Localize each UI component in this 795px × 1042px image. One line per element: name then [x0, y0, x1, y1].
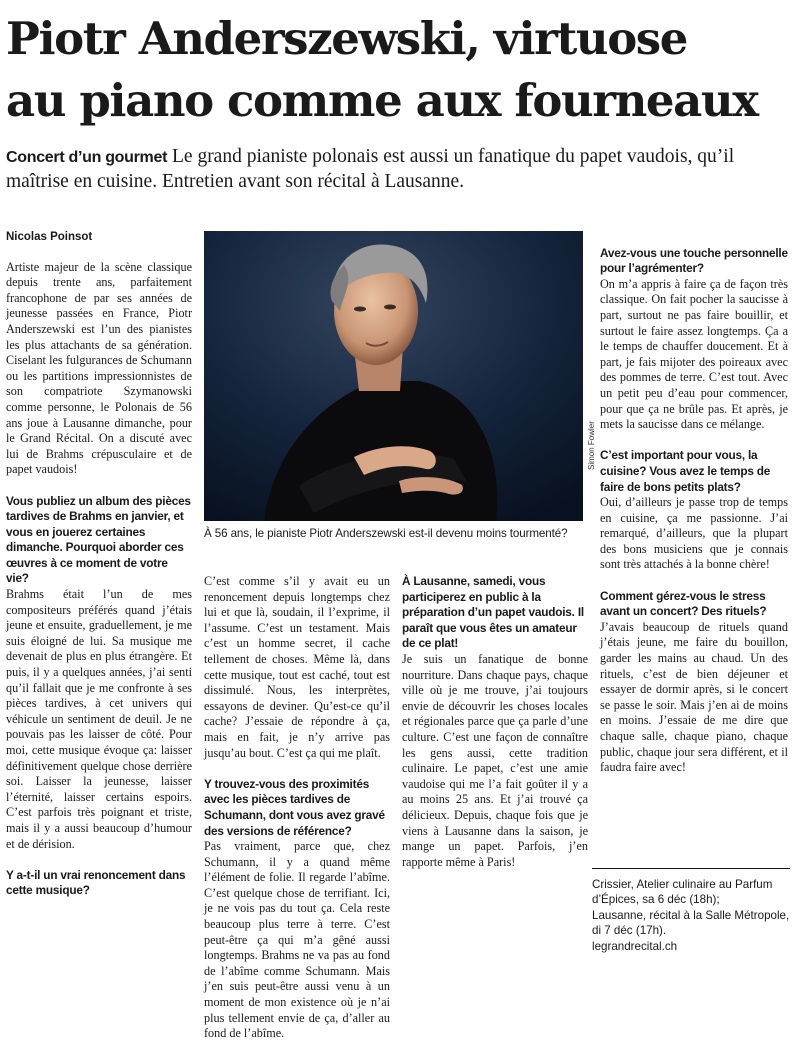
intro-paragraph: Artiste majeur de la scène classique depuis trente ans, parfaitement francophone de par ses années de jeunesse passées en France, Piotr Anderszewski est l’un des pianistes les plus attachants de sa génération. Ciselant les fulgurances de Schumann ou les partitions impressionnistes de son compatriote Szymanowski comme personne, le Polonais de 56 ans joue à Lausanne dimanche, pour le Grand Récital. On a discuté avec lui de Brahms crépusculaire et de papet vaudois!: [6, 259, 192, 477]
answer-1: Brahms était l’un de mes compositeurs préférés quand j’étais jeune et ensuite, graduellement, je me suis éloigné de lui. Sa musique me devenait de plus en plus étrangère. Et puis, il y a quelques années, j’ai senti qu’il fallait que je me confronte à ses pièces tardives, à cet univers qui véhicule un sentiment de deuil. Je ne pouvais pas les laisser de côté. Pour moi, cette musique évoque ça: laisser définitivement quelque chose derrière soi. Laisser la jeunesse, laisser l’éternité, laisser certains espoirs. C’est parfois très poignant et triste, mais il y a aussi beaucoup d’humour et de dérision.: [6, 587, 192, 851]
question-5: Avez-vous une touche personnelle pour l’agrémenter?: [600, 245, 788, 276]
question-2: Y a-t-il un vrai renoncement dans cette musique?: [6, 867, 186, 898]
event-info-lausanne: Lausanne, récital à la Salle Métropole, di 7 déc (17h).: [592, 908, 790, 938]
question-6: C’est important pour vous, la cuisine? Vous avez le temps de faire de bons petits plats?: [600, 448, 771, 494]
column-2: [204, 574, 390, 1042]
question-1: Vous publiez un album des pièces tardives de Brahms en janvier, et vous en jouerez certaines dimanche. Pourquoi aborder ces œuvres à ce moment de votre vie?: [6, 493, 191, 586]
column-4: [600, 230, 788, 776]
answer-2: C’est comme s’il y avait eu un renoncement depuis longtemps chez lui et que là, soudain, il l’exprime, il l’assume. C’est un testament. Mais c’est un homme secret, il cache tellement de choses. Même là, dans cette musique, tout est caché, tout est dissimulé. Nous, les interprètes, essayons de deviner. Qu’est-ce qu’il cache? J’essaie de répondre à ça, mais en fait, je n’y arrive pas jusqu’au bout. C’est ça qui me plaît.: [204, 574, 390, 760]
question-4: À Lausanne, samedi, vous participerez en public à la préparation d’un papet vaudois. Il paraît que vous êtes un amateur de ce plat!: [402, 574, 584, 651]
byline: Nicolas Poinsot: [6, 231, 93, 243]
answer-5: On m’a appris à faire ça de façon très classique. On fait pocher la saucisse à part, surtout ne pas faire bouillir, et surtout le faire assez longtemps. Ça a le temps de chauffer doucement. Et à part, je fais mijoter des poireaux avec des pommes de terre. C’est tout. Avec un petit peu d’eau pour commencer, pour que ça ne brûle pas. Et après, je mets la saucisse dans ce mélange.: [600, 276, 788, 432]
column-3: [402, 574, 588, 870]
answer-7: J’avais beaucoup de rituels quand j’étais jeune, me faire du bouillon, garder les mains au chaud. Un des rituels, c’est de bien déjeuner et essayer de dormir après, si le concert se passe le soir. Mais j’en ai de moins en moins. J’essaie de me dire que chaque salle, chaque piano, chaque public, chaque jour sera différent, et il faudra faire avec!: [600, 619, 788, 775]
headline-line2: au piano comme aux fourneaux: [6, 74, 758, 127]
question-7: Comment gérez-vous le stress avant un concert? Des rituels?: [600, 588, 767, 619]
answer-3: Pas vraiment, parce que, chez Schumann, il y a quand même l’élément de folie. Il regarde l’abîme. C’est quelque chose de terrifiant. Ici, je ne vois pas du tout ça. Cela reste beaucoup plus terre à terre. C’est peut-être ça qui m’a gêné aussi longtemps. Brahms ne va pas au fond de l’abîme comme Schumann. Mais j’en suis peut-être aussi venu à un moment de mon existence où je n’ai plus tellement envie de ça, d’aller au fond de l’abîme.: [204, 839, 390, 1041]
headline-line1: Piotr Anderszewski, virtuose: [6, 12, 687, 65]
answer-6: Oui, d’ailleurs je passe trop de temps en cuisine, ça me passionne. J’ai remarqué, d’ailleurs, que la plupart des bons musiciens que je connais sont très attachés à la bonne chère!: [600, 495, 788, 572]
answer-4: Je suis un fanatique de bonne nourriture. Dans chaque pays, chaque ville où je me trouve, j’ai toujours envie de découvrir les choses locales et régionales parce que ça parle d’une culture. C’est une façon de connaître les gens aussi, cette tradition culinaire. Le papet, c’est une amie vaudoise qui me l’a fait goûter il y a au moins 25 ans. Et j’ai trouvé ça délicieux. Depuis, chaque fois que je viens à Lausanne dans la saison, je mange un papet. Parfois, j’en rapporte même à Paris!: [402, 651, 588, 869]
event-info-box: [592, 868, 790, 954]
event-website-link[interactable]: legrandrecital.ch: [592, 939, 678, 953]
headline: [6, 8, 791, 132]
standfirst-text: Le grand pianiste polonais est aussi un fanatique du papet vaudois, qu’il maîtrise en cuisine. Entretien avant son récital à Lausanne.: [6, 146, 735, 192]
question-3: Y trouvez-vous des proximités avec les pièces tardives de Schumann, dont vous avez gravé des versions de référence?: [204, 776, 385, 838]
photo-credit: Simon Fowler: [587, 421, 596, 470]
pianist-portrait-image: [204, 231, 583, 521]
standfirst: [6, 145, 791, 194]
column-1: [6, 230, 192, 899]
photo-caption: À 56 ans, le pianiste Piotr Anderszewski est-il devenu moins tourmenté?: [204, 527, 568, 540]
event-info-crissier: Crissier, Atelier culinaire au Parfum d’Épices, sa 6 déc (18h);: [592, 878, 773, 907]
kicker: Concert d’un gourmet: [6, 149, 168, 166]
portrait-photo: [204, 231, 583, 521]
